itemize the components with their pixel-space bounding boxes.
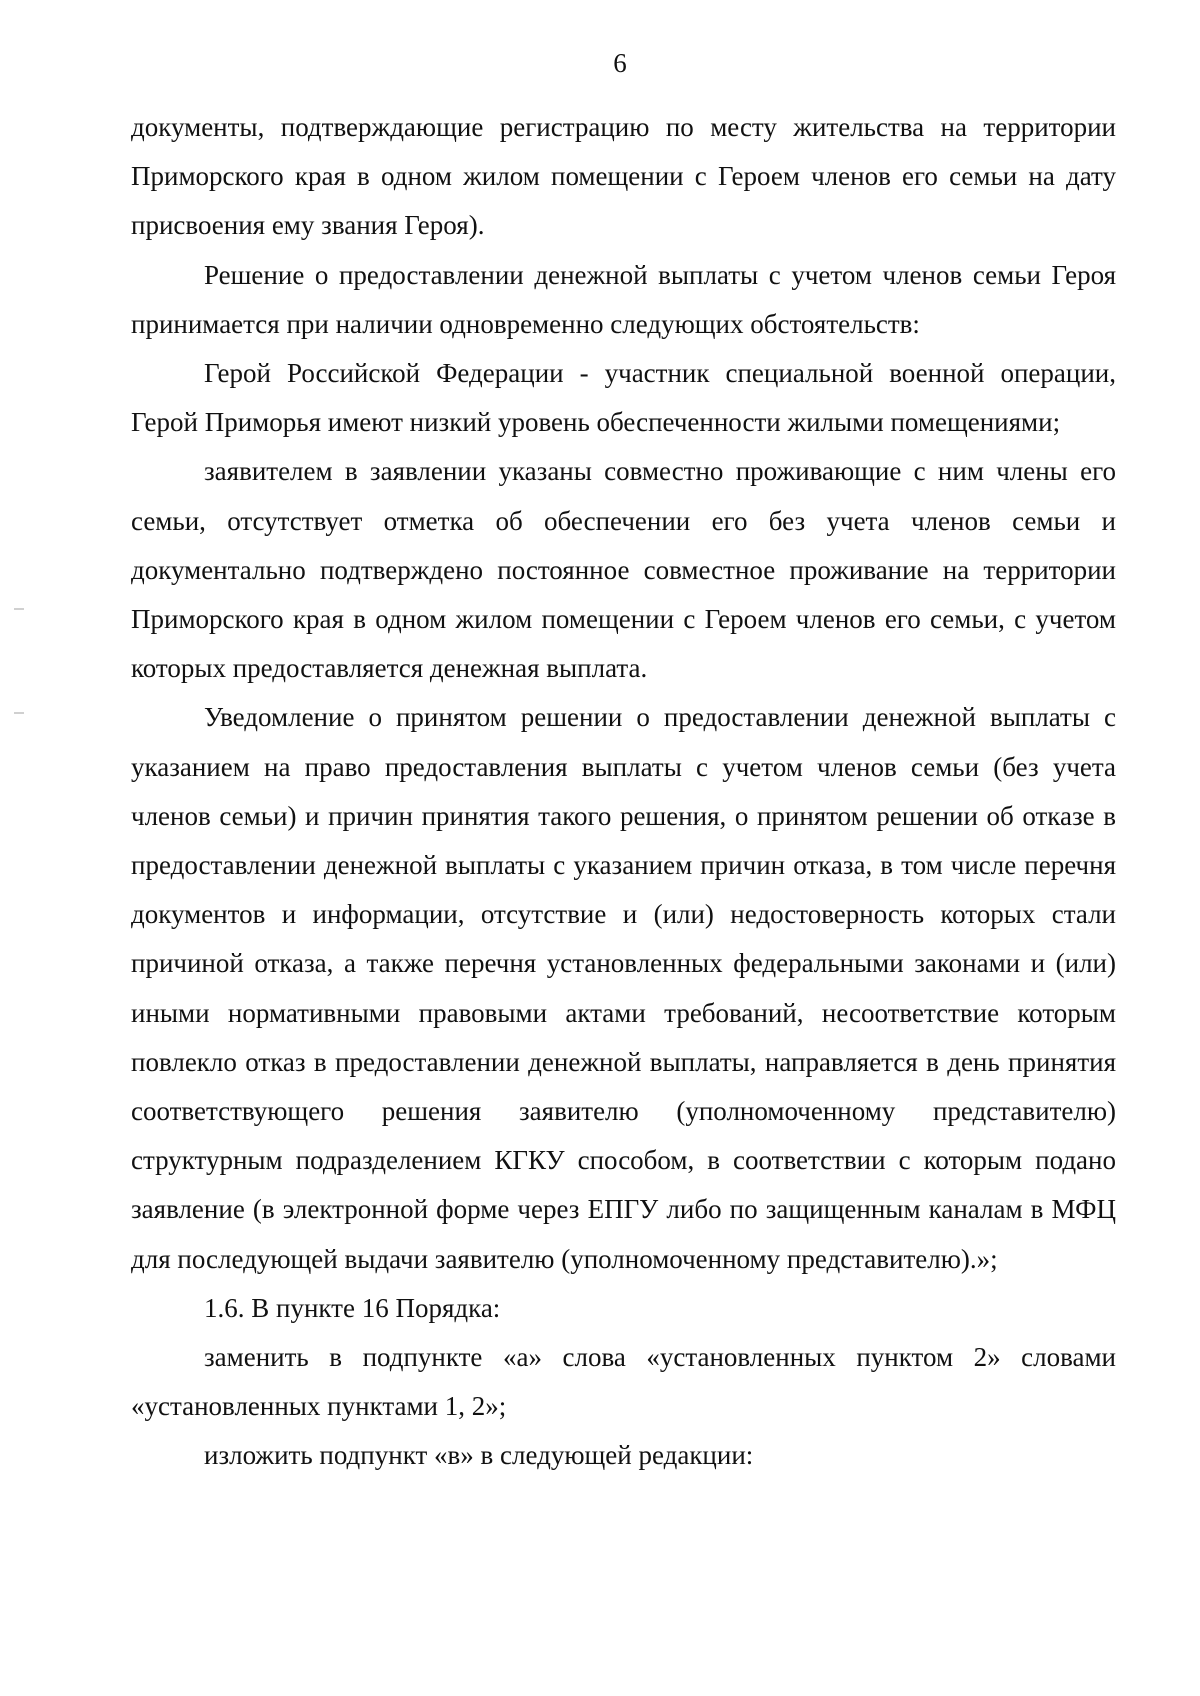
paragraph: документы, подтверждающие регистрацию по месту жительства на территории Приморского края в одном жилом помещении с Героем членов его семьи на дату присвоения ему звания Героя).	[131, 112, 1116, 241]
margin-mark	[14, 608, 24, 610]
paragraph: Герой Российской Федерации - участник специальной военной операции, Герой Приморья имеют низкий уровень обеспеченности жилыми помещениями;	[131, 358, 1116, 438]
document-body	[131, 103, 1116, 1481]
page-number: 6	[613, 48, 627, 78]
margin-mark	[14, 712, 24, 714]
paragraph: заявителем в заявлении указаны совместно проживающие с ним члены его семьи, отсутствует отметка об обеспечении его без учета членов семьи и документально подтверждено постоянное совместное проживание на территории Приморского края в одном жилом помещении с Героем членов его семьи, с учетом которых предоставляется денежная выплата.	[131, 456, 1116, 684]
paragraph: 1.6. В пункте 16 Порядка:	[204, 1292, 501, 1323]
paragraph: Решение о предоставлении денежной выплаты с учетом членов семьи Героя принимается при наличии одновременно следующих обстоятельств:	[131, 259, 1116, 339]
paragraph: заменить в подпункте «а» слова «установленных пунктом 2» словами «установленных пунктами 1, 2»;	[131, 1342, 1116, 1422]
paragraph: Уведомление о принятом решении о предоставлении денежной выплаты с указанием на право предоставления выплаты с учетом членов семьи (без учета членов семьи) и причин принятия такого решения, о принятом решении об отказе в предоставлении денежной выплаты с указанием причин отказа, в том числе перечня документов и информации, отсутствие и (или) недостоверность которых стали причиной отказа, а также перечня установленных федеральными законами и (или) иными нормативными правовыми актами требований, несоответствие которым повлекло отказ в предоставлении денежной выплаты, направляется в день принятия соответствующего решения заявителю (уполномоченному представителю) структурным подразделением КГКУ способом, в соответствии с которым подано заявление (в электронной форме через ЕПГУ либо по защищенным каналам в МФЦ для последующей выдачи заявителю (уполномоченному представителю).»;	[131, 702, 1116, 1274]
paragraph: изложить подпункт «в» в следующей редакции:	[204, 1440, 754, 1471]
